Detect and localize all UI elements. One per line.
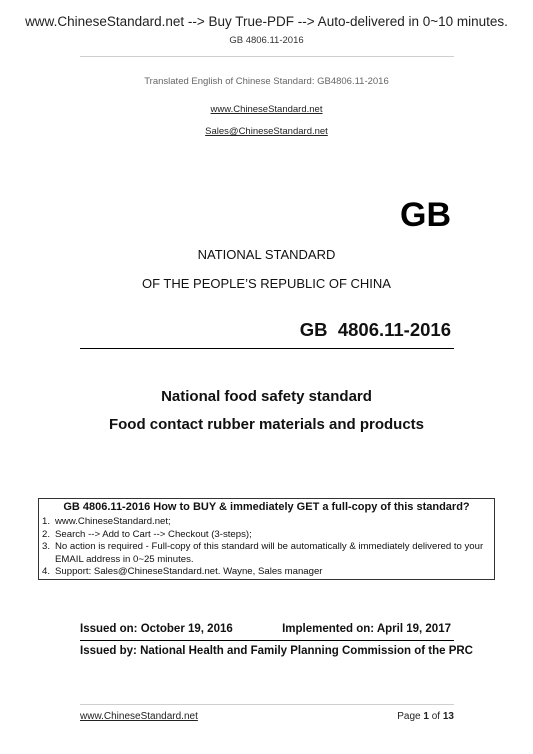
list-item-number: 2. (42, 528, 51, 540)
list-item-text: www.ChineseStandard.net; (55, 516, 171, 527)
issued-by: Issued by: National Health and Family Planning Commission of the PRC (80, 645, 473, 657)
page-indicator (397, 711, 454, 722)
translation-note: Translated English of Chinese Standard: GB4806.11-2016 (144, 76, 389, 87)
page-of: of (431, 711, 441, 722)
issued-date: Issued on: October 19, 2016 (80, 623, 233, 635)
list-item-number: 1. (42, 516, 51, 527)
email-link-wrap (0, 121, 533, 139)
implemented-date: Implemented on: April 19, 2017 (282, 623, 451, 635)
list-item (42, 516, 490, 529)
dates-divider (80, 640, 454, 641)
purchase-box-heading: GB 4806.11-2016 How to BUY & immediately GET a full-copy of this standard? (63, 501, 470, 513)
page-current: 1 (423, 711, 429, 722)
list-item-number: 3. (42, 541, 51, 552)
list-item (42, 529, 490, 542)
site-link[interactable]: www.ChineseStandard.net (210, 104, 323, 115)
footer-site-link[interactable]: www.ChineseStandard.net (80, 711, 198, 722)
site-link-wrap (0, 99, 533, 117)
header-banner: www.ChineseStandard.net --> Buy True-PDF --> Auto-delivered in 0~10 minutes. (25, 14, 508, 29)
header-divider (80, 56, 454, 57)
standard-number: GB 4806.11-2016 (299, 319, 451, 340)
list-item-number: 4. (42, 566, 51, 577)
list-item-text: No action is required - Full-copy of this standard will be automatically & immediately delivered to your EMAIL address in 0~25 minutes. (55, 541, 484, 565)
list-item (42, 541, 490, 566)
document-title-line2: Food contact rubber materials and products (108, 416, 425, 433)
page-prefix: Page (397, 711, 421, 722)
footer-divider (80, 704, 454, 705)
page-total: 13 (442, 711, 454, 722)
list-item-text: Support: Sales@ChineseStandard.net. Wayne, Sales manager (55, 566, 323, 577)
national-standard-label: NATIONAL STANDARD (197, 247, 336, 262)
purchase-steps-list (42, 516, 490, 579)
list-item (42, 566, 490, 579)
email-link[interactable]: Sales@ChineseStandard.net (205, 126, 328, 137)
gb-logo: GB (400, 196, 451, 234)
standard-number-rule (80, 348, 454, 349)
document-title-line1: National food safety standard (161, 388, 372, 405)
purchase-info-box (38, 498, 495, 580)
list-item-text: Search --> Add to Cart --> Checkout (3-steps); (55, 528, 252, 540)
country-label: OF THE PEOPLE’S REPUBLIC OF CHINA (142, 276, 391, 291)
header-doc-code: GB 4806.11-2016 (229, 35, 304, 46)
